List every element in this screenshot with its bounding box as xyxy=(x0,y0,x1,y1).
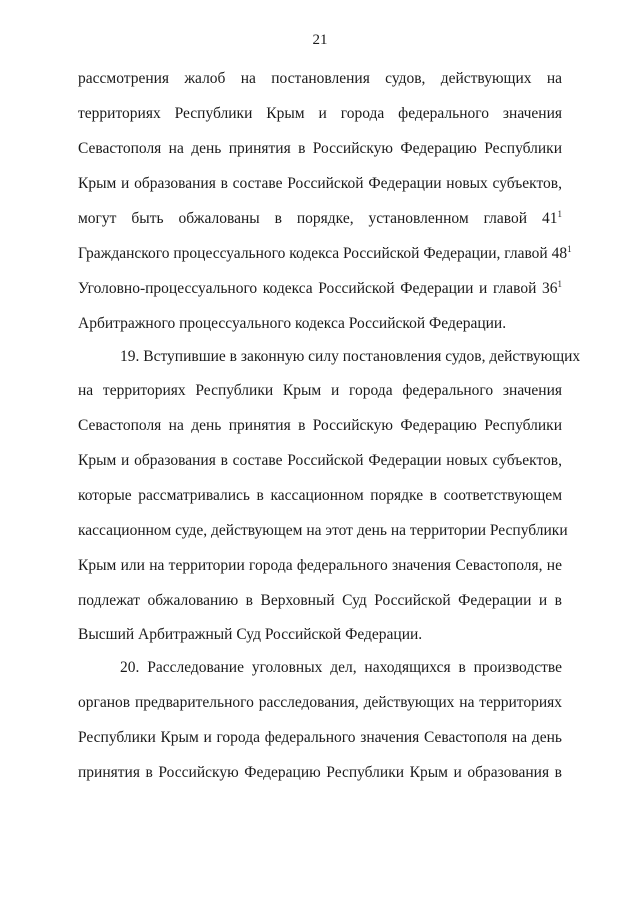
superscript: 1 xyxy=(557,279,562,289)
text-line: на территориях Республики Крым и города федерального значения xyxy=(78,382,562,399)
text-line: территориях Республики Крым и города федерального значения xyxy=(78,105,562,122)
text-line: Севастополя на день принятия в Российскую Федерацию Республики xyxy=(78,140,562,157)
superscript: 1 xyxy=(567,244,572,254)
text-line: Арбитражного процессуального кодекса Российской Федерации. xyxy=(78,315,507,332)
text-line: Республики Крым и города федерального значения Севастополя на день xyxy=(78,729,562,746)
text-line: органов предварительного расследования, действующих на территориях xyxy=(78,694,562,711)
paragraph-20-first-line: 20. Расследование уголовных дел, находящихся в производстве xyxy=(120,659,562,676)
text-line: Уголовно-процессуального кодекса Российской Федерации и главой $36^1$ xyxy=(78,279,562,297)
text-line: Гражданского процессуального кодекса Российской Федерации, главой $48^1$ xyxy=(78,244,572,262)
text-line: могут быть обжалованы в порядке, установленном главой $41^1$ xyxy=(78,209,562,227)
text-line: Высший Арбитражный Суд Российской Федерации. xyxy=(78,626,423,643)
text-line: Крым и образования в составе Российской Федерации новых субъектов, xyxy=(78,452,562,469)
text-line: Севастополя на день принятия в Российскую Федерацию Республики xyxy=(78,417,562,434)
text-line: подлежат обжалованию в Верховный Суд Российской Федерации и в xyxy=(78,592,562,609)
text-line: которые рассматривались в кассационном порядке в соответствующем xyxy=(78,487,562,504)
page-number: 21 xyxy=(312,32,328,48)
text-line: принятия в Российскую Федерацию Республики Крым и образования в xyxy=(78,764,562,781)
text-line: Крым и образования в составе Российской Федерации новых субъектов, xyxy=(78,175,562,192)
paragraph-19-first-line: 19. Вступившие в законную силу постановления судов, действующих xyxy=(120,348,581,365)
text-line: рассмотрения жалоб на постановления судов, действующих на xyxy=(78,70,562,87)
text-line: кассационном суде, действующем на этот день на территории Республики xyxy=(78,522,568,539)
text-line: Крым или на территории города федерального значения Севастополя, не xyxy=(78,557,562,574)
superscript: 1 xyxy=(557,209,562,219)
